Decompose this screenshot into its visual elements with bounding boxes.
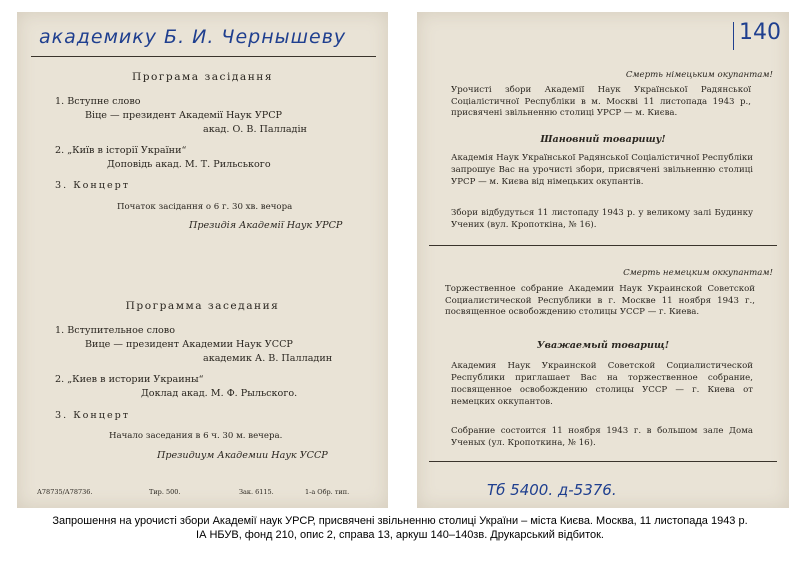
ua-divider [429,245,777,246]
print-run: Тир. 500. [149,488,181,496]
addressee-handwriting: академику Б. И. Чернышеву [39,26,347,48]
printer-name: 1-а Обр. тип. [305,488,350,496]
ua-item-1-speaker: акад. О. В. Палладін [203,124,307,135]
ua-item-2: 2. „Київ в історії України“ [55,145,187,156]
ru-item-1: 1. Вступительное слово [55,325,175,336]
ru-item-2-speaker: Доклад акад. М. Ф. Рыльского. [141,388,298,399]
archive-handwritten-note: Тб 5400. д-5376. [487,481,617,499]
ru-greeting: Уважаемый товарищ! [536,340,670,351]
caption [0,514,800,542]
page-number-handwriting: 140 [739,20,781,45]
ru-start-time: Начало заседания в 6 ч. 30 м. вечера. [109,431,283,441]
left-page [17,12,388,508]
ua-invitation-body: Академія Наук Української Радянської Соціалістичної Республіки запрошує Вас на урочисті збори, присвячені звільненню столиці УРСР — м. Києва від німецьких окупантів. [451,153,753,187]
ru-signature: Президиум Академии Наук УССР [157,450,328,461]
ua-start-time: Початок засідання о 6 г. 30 хв. вечора [117,202,293,212]
ua-signature: Президія Академії Наук УРСР [189,220,343,231]
ru-intro: Торжественное собрание Академии Наук Украинской Советской Социалистической Республики в г. Москве 11 ноября 1943 г., посвященное освобождению столицы УССР — г. Киева. [445,284,755,317]
ru-item-2: 2. „Киев в истории Украины“ [55,374,204,385]
ru-venue: Собрание состоится 11 ноября 1943 г. в большом зале Дома Ученых (ул. Кропоткина, № 16). [451,426,753,448]
ru-invitation-body: Академия Наук Украинской Советской Социалистической Республики приглашает Вас на торжественное собрание, посвященное освобождению столицы УССР — г. Киева от немецких оккупантов. [451,361,753,407]
caption-line-1: Запрошення на урочисті збори Академії наук УРСР, присвячені звільненню столиці України – міста Києва. Москва, 11 листопада 1943 р. [52,515,748,527]
order-number: Зак. 6115. [239,488,274,496]
handwriting-underline [31,56,376,57]
page-number-mark [733,22,734,50]
ua-item-3: 3. Концерт [55,180,131,191]
ru-program-title: Программа заседания [125,300,280,312]
ua-venue: Збори відбудуться 11 листопаду 1943 р. у великому залі Будинку Учених (вул. Кропоткіна, № 16). [451,208,753,230]
ua-intro: Урочисті збори Академії Наук Української Радянської Соціалістичної Республіки в м. Москві 11 листопада 1943 р., присвячені звільненню столиці УРСР — м. Києва. [451,85,751,118]
ua-item-1-role: Віце — президент Академії Наук УРСР [85,110,283,121]
ru-motto: Смерть немецким оккупантам! [623,268,773,278]
ua-item-2-speaker: Доповідь акад. М. Т. Рильського [107,159,271,170]
ua-motto: Смерть німецьким окупантам! [625,70,773,80]
print-code: А78735/А78736. [37,488,93,496]
ru-item-3: 3. Концерт [55,410,131,421]
ru-divider [429,461,777,462]
ru-item-1-speaker: академик А. В. Палладин [203,353,333,364]
ru-item-1-role: Вице — президент Академии Наук УССР [85,339,293,350]
ua-greeting: Шановний товаришу! [540,134,666,145]
caption-line-2: ІА НБУВ, фонд 210, опис 2, справа 13, аркуш 140–140зв. Друкарський відбиток. [196,529,604,541]
ua-program-title: Програма засідання [131,71,274,83]
right-page [417,12,789,508]
ua-item-1: 1. Вступне слово [55,96,141,107]
